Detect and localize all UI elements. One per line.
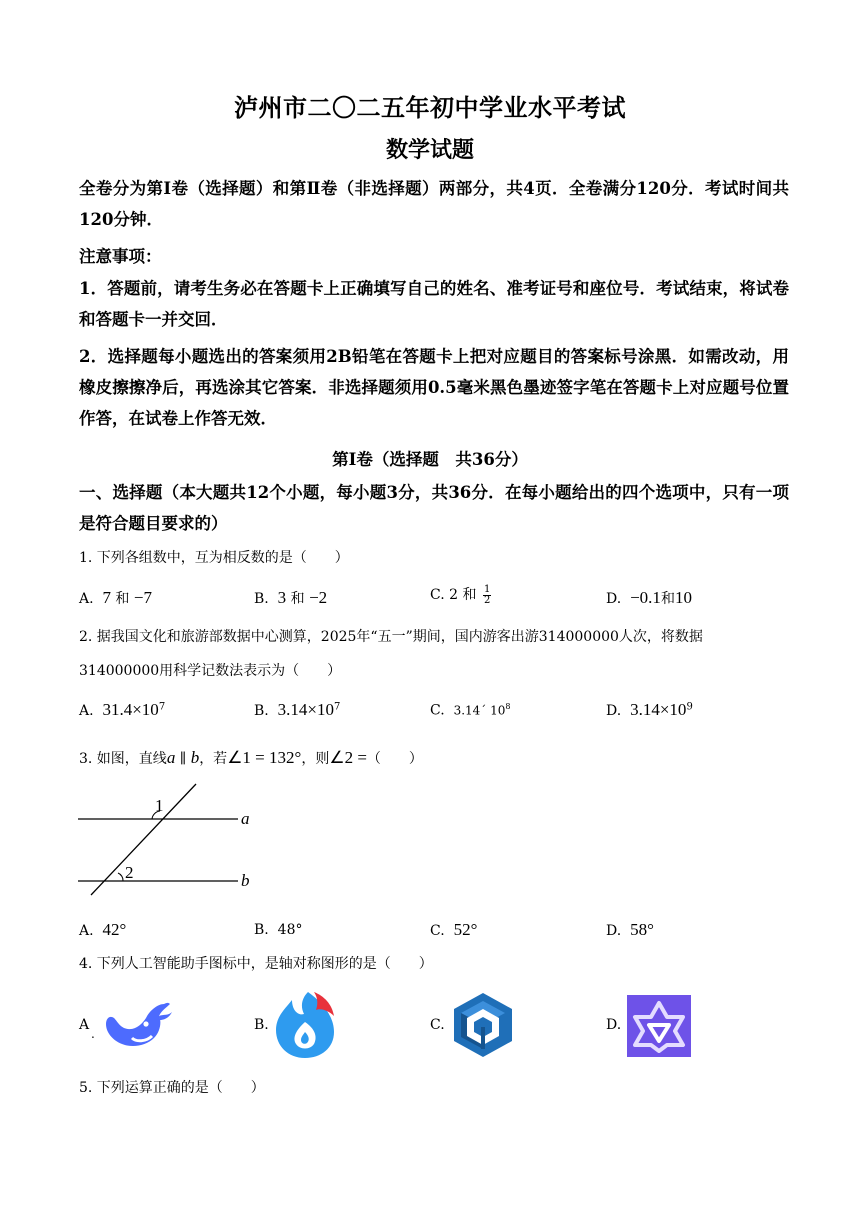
q1-option-c — [430, 584, 491, 606]
option-value: 2 — [449, 587, 459, 603]
option-value: 10 — [674, 588, 692, 607]
whale-eye — [143, 1021, 148, 1026]
stem-mid: ，若 — [199, 751, 228, 767]
q1-option-d — [606, 588, 692, 608]
option-label: B. — [254, 591, 269, 607]
option-and: 和 — [660, 591, 675, 607]
option-label: D. — [606, 923, 622, 939]
option-value: −0.1 — [630, 588, 661, 607]
intro-paragraph: 全卷分为第Ⅰ卷（选择题）和第Ⅱ卷（非选择题）两部分，共4页．全卷满分120分．考试时间共120分钟． — [79, 179, 789, 229]
question-4-stem: 4. 下列人工智能助手图标中，是轴对称图形的是（ ） — [79, 956, 433, 972]
q2-option-a — [79, 700, 165, 720]
q1-option-a — [79, 588, 152, 608]
question-2-stem-line2: 314000000用科学记数法表示为（ ） — [79, 663, 342, 679]
question-2-stem-line1: 2. 据我国文化和旅游部数据中心测算，2025年“五一”期间，国内游客出游314000000人次，将数据 — [79, 629, 703, 645]
option-value: 3.14×10 — [277, 700, 334, 719]
option-label: C. — [430, 587, 445, 603]
option-label: A — [79, 1017, 90, 1033]
angle-2-expr: ∠2 = — [329, 748, 367, 767]
angle-2-label: 2 — [125, 863, 134, 882]
option-label: C. — [430, 923, 445, 939]
option-label: D. — [606, 591, 622, 607]
option-value: −7 — [133, 588, 152, 607]
whale-icon — [102, 998, 174, 1056]
option-value: 58° — [630, 920, 654, 939]
option-and: 和 — [290, 591, 305, 607]
fraction-numerator: 1 — [483, 583, 491, 595]
q3-option-c — [430, 920, 477, 940]
line-b-label: b — [241, 871, 250, 890]
q2-option-b — [254, 700, 340, 720]
q3-option-a — [79, 920, 126, 940]
q4-option-a-label — [79, 1017, 89, 1033]
option-value: 3.14×10 — [630, 700, 687, 719]
transversal-line — [91, 784, 196, 895]
option-exponent: 7 — [334, 701, 341, 713]
fraction — [483, 585, 491, 606]
exam-title: 泸州市二〇二五年初中学业水平考试 — [234, 93, 626, 122]
q3-option-b — [254, 922, 302, 938]
stem-mid2: ，则 — [301, 751, 330, 767]
option-exponent: 9 — [686, 701, 693, 713]
line-a-label: a — [166, 748, 176, 767]
option-label: A. — [79, 703, 94, 719]
notice-label: 注意事项： — [79, 247, 162, 266]
option-label: B. — [254, 703, 269, 719]
option-label: A. — [79, 923, 94, 939]
angle-1-label: 1 — [155, 796, 164, 815]
option-value: 7 — [102, 588, 111, 607]
option-exponent: 7 — [158, 701, 166, 713]
q2-option-d — [606, 700, 693, 720]
question-3-stem — [79, 742, 779, 775]
stem-end: （ ） — [366, 751, 423, 767]
option-and: 和 — [115, 591, 130, 607]
angle-1-expr: ∠1 = 132° — [227, 748, 302, 767]
section-heading: 一、选择题（本大题共12个小题，每小题3分，共36分．在每小题给出的四个选项中，只有一项是符合题目要求的） — [79, 483, 789, 533]
question-5-stem: 5. 下列运算正确的是（ ） — [79, 1080, 265, 1096]
part1-heading: 第Ⅰ卷（选择题 共36分） — [332, 450, 528, 469]
line-a-label: a — [241, 809, 250, 828]
option-value: 3.14´ 10 — [453, 703, 506, 718]
subject-title: 数学试题 — [385, 137, 474, 163]
star-knot-icon — [627, 995, 691, 1057]
option-label: D. — [606, 703, 622, 719]
q1-option-b — [254, 588, 327, 608]
option-value: 52° — [453, 920, 478, 939]
notice-item-2: 2．选择题每小题选出的答案须用2B铅笔在答题卡上把对应题目的答案标号涂黑．如需改动，用橡皮擦擦净后，再选涂其它答案．非选择题须用0.5毫米黑色墨迹签字笔在答题卡上对应题号位置作答，在试卷上作答无效． — [79, 347, 789, 428]
question-1-stem: 1. 下列各组数中，互为相反数的是（ ） — [79, 550, 349, 566]
option-label: A. — [79, 591, 94, 607]
option-and: 和 — [462, 587, 477, 603]
flame-drop-icon — [274, 990, 336, 1060]
parallel-symbol: ∥ — [175, 751, 191, 767]
notice-item-1: 1．答题前，请考生务必在答题卡上正确填写自己的姓名、准考证号和座位号．考试结束，将试卷和答题卡一并交回． — [79, 279, 789, 329]
line-b-label: b — [190, 748, 200, 767]
angle-2-arc — [118, 873, 123, 881]
option-value: −2 — [309, 588, 328, 607]
option-label: B. — [254, 922, 269, 938]
q3-option-d — [606, 920, 654, 940]
hexagon-cube-icon — [451, 991, 515, 1059]
option-value: 42° — [102, 920, 127, 939]
q4-option-b-label: B. — [254, 1017, 269, 1033]
q4-option-c-label: C. — [430, 1017, 445, 1033]
cube-stem — [481, 1027, 485, 1049]
q4-option-d-label: D. — [606, 1017, 622, 1033]
fraction-denominator: 2 — [483, 594, 491, 606]
q2-option-c — [430, 702, 510, 719]
stem-prefix: 3. 如图，直线 — [79, 751, 167, 767]
option-value: 3 — [277, 588, 287, 607]
option-exponent: 8 — [505, 702, 511, 711]
whale-fin — [159, 1012, 172, 1020]
q4-option-a-dot: . — [91, 1027, 95, 1041]
option-value: 48° — [277, 922, 303, 938]
option-value: 31.4×10 — [102, 700, 159, 719]
parallel-lines-figure — [72, 780, 272, 900]
option-label: C. — [430, 702, 445, 719]
